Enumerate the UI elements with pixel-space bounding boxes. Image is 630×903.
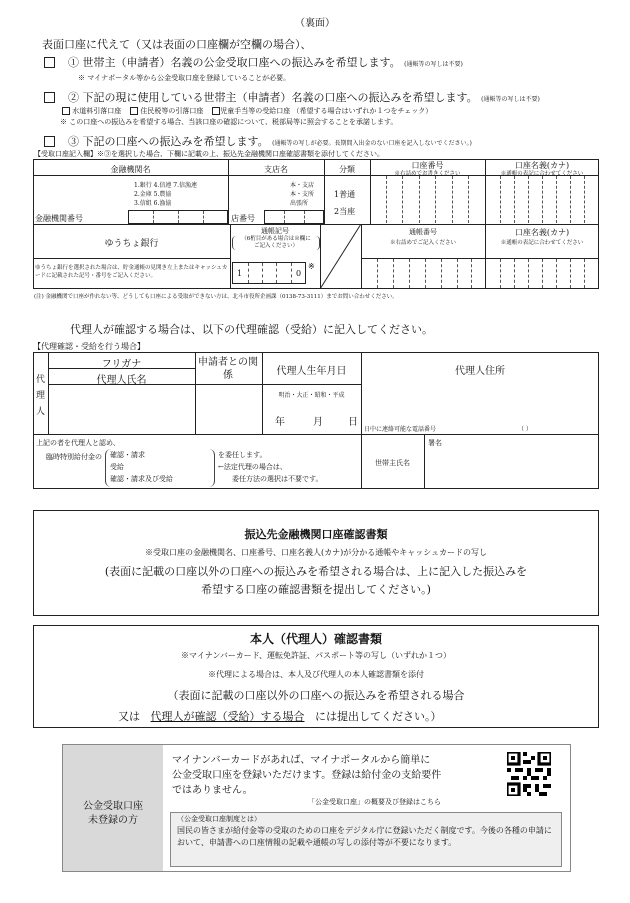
kokin-text-1: マイナンバーカードがあれば、マイナポータルから簡単に: [172, 755, 431, 766]
kokin-side-label-1: 公金受取口座: [83, 801, 143, 812]
kokin-side-label-2: 未登録の方: [88, 815, 138, 826]
col-name: 口座名義(カナ): [514, 161, 570, 170]
proxy-heading: 【代理確認・受給を行う場合】: [33, 342, 145, 351]
fund-label: 臨時特別給付金の: [46, 453, 102, 461]
yucho-note: ゆうちょ銀行を選択された場合は、貯金通帳の見開き左上またはキャッシュカードに記載された記号・番号をご記入ください。: [35, 265, 228, 279]
diagonal-slash: [320, 224, 361, 289]
identity-doc-title: 本人（代理人）確認書類: [249, 632, 382, 646]
confirm-doc-line2: (表面に記載の口座以外の口座への振込みを希望される場合は、上に記入した振込みを: [104, 565, 528, 578]
proxy-name-label: 代理人氏名: [96, 375, 147, 386]
bank-type-1: 1.銀行 4.信連 7.信漁連: [134, 182, 197, 189]
address-label: 代理人住所: [455, 366, 505, 377]
bank-section-heading: 【受取口座記入欄】※③を選択した場合、下欄に記載の上、振込先金融機関口座確認書類を添付してください。: [34, 150, 384, 158]
relation-label: 申請者との関係: [198, 357, 258, 381]
page-label: （裏面）: [295, 18, 335, 29]
digit-1: 1: [237, 269, 243, 278]
year-label: 年: [275, 417, 285, 428]
phone-label: 日中に連絡可能な電話番号: [364, 426, 437, 433]
day-label: 日: [348, 417, 358, 428]
option1-text: ① 世帯主（申請者）名義の公金受取口座への振込みを希望します。 (通帳等の写しは不要): [68, 56, 463, 69]
branch-type-3: 出張所: [290, 200, 309, 207]
yucho-name-label: 口座名義(カナ): [514, 228, 570, 237]
asterisk-mark: ※: [308, 262, 315, 271]
passbook-number-note: ※右詰めでご記入ください: [389, 240, 456, 246]
householder-label: 世帯主氏名: [375, 459, 410, 467]
water-checkbox[interactable]: [62, 107, 70, 115]
col-account: 口座番号: [411, 161, 444, 170]
branch-code-boxes[interactable]: [264, 210, 324, 224]
col-name-note: ※通帳の表記に合わせてください: [500, 171, 584, 177]
option2-checkbox[interactable]: [44, 92, 55, 103]
bank-type-2: 2.金庫 5.農協: [134, 191, 172, 198]
proxy-row-label: 代理人: [36, 375, 46, 417]
col-account-note: ※右詰めでお書きください: [394, 171, 461, 177]
passbook-symbol-boxes[interactable]: [232, 262, 306, 284]
option2-checks: 水道料引落口座 住民税等の引落口座 児童手当等の受給口座 （希望する場合はいずれか１つをチェック）: [62, 106, 432, 116]
confirm-doc-title: 振込先金融機関口座確認書類: [244, 528, 388, 541]
legal-note-2: 委任方法の選択は不要です。: [232, 475, 323, 483]
furigana-label: フリガナ: [101, 359, 142, 370]
tax-checkbox[interactable]: [130, 107, 138, 115]
confirm-doc-line1: ※受取口座の金融機関名、口座番号、口座名義人(カナ)が分かる通帳やキャッシュカードの写し: [144, 548, 488, 557]
passbook-symbol-note: （6桁目がある場合は※欄に ご記入ください）: [232, 236, 320, 250]
option1-sub: ※ マイナポータル等から公金受取口座を登録していることが必要。: [78, 74, 291, 82]
bank-type-3: 3.信組 6.漁協: [134, 200, 172, 207]
signature-label: 署名: [428, 439, 442, 447]
choice-1[interactable]: 確認・請求: [110, 451, 145, 459]
yucho-name-note: ※通帳の表記に合わせてください: [500, 240, 584, 246]
branch-type-2: 本・支所: [290, 191, 315, 198]
branch-type-1: 本・支店: [290, 182, 315, 189]
identity-doc-line1: ※マイナンバーカード、運転免許証、パスポート等の写し（いずれか１つ）: [181, 651, 451, 660]
qr-code-icon[interactable]: [507, 752, 551, 796]
identity-doc-line4: 又は 代理人が確認（受給）する場合 には提出してください。）: [118, 710, 442, 723]
identity-doc-line2: ※代理による場合は、本人及び代理人の本人確認書類を添付: [208, 670, 424, 679]
acct-type-1: 1普通: [334, 190, 356, 199]
passbook-symbol-label: 通帳記号: [261, 227, 289, 235]
kokin-link[interactable]: 「公金受取口座」の概要及び登録はこちら: [308, 798, 441, 806]
birth-label: 代理人生年月日: [276, 366, 347, 377]
choice-3[interactable]: 確認・請求及び受給: [110, 475, 173, 483]
kokin-text-3: ではありません。: [172, 785, 253, 796]
acct-type-2: 2当座: [334, 207, 356, 216]
digit-0: 0: [296, 269, 302, 278]
kokin-box-title: （公金受取口座制度とは）: [177, 815, 261, 823]
col-branch: 支店名: [264, 165, 288, 174]
option1-checkbox[interactable]: [44, 57, 55, 68]
choice-2[interactable]: 受給: [110, 463, 124, 471]
eras-label: 明治・大正・昭和・平成: [278, 392, 345, 399]
bank-code-label: 金融機関番号: [35, 214, 83, 223]
kokin-text-2: 公金受取口座を登録いただけます。登録は給付金の支給要件: [172, 770, 442, 781]
identity-doc-line3: （表面に記載の口座以外の口座への振込みを希望される場合: [167, 689, 465, 702]
branch-code-label: 店番号: [231, 214, 255, 223]
month-label: 月: [313, 417, 323, 428]
option3-text: ③ 下記の口座への振込みを希望します。 (通帳等の写しが必要。長期間入出金のない口座を記入しないでください。): [68, 135, 472, 148]
col-bank: 金融機関名: [110, 165, 151, 174]
passbook-number-label: 通帳番号: [409, 228, 437, 236]
proxy-intro: 代理人が確認する場合は、以下の代理確認（受給）に記入してください。: [70, 323, 433, 336]
delegate-text: を委任します。: [218, 451, 267, 459]
legal-note-1: ←法定代理の場合は、: [218, 463, 287, 471]
confirm-doc-line3: 希望する口座の確認書類を提出してください。): [201, 583, 431, 596]
bank-footnote: (注) 金融機関で口座が作れない等、どうしても口座による受取ができない方は、北斗市役所企画課（0138-73-3111）までお問い合わせください。: [34, 294, 398, 300]
yucho-label: ゆうちょ銀行: [104, 239, 159, 249]
intro-text: 表面口座に代えて（又は表面の口座欄が空欄の場合）、: [42, 38, 312, 51]
option3-checkbox[interactable]: [44, 136, 55, 147]
agree-line: 上記の者を代理人と認め、: [36, 439, 120, 447]
col-type: 分類: [339, 165, 355, 174]
option2-text: ② 下記の現に使用している世帯主（申請者）名義の口座への振込みを希望します。 (通帳等の写しは不要): [68, 91, 540, 104]
kokin-box-text: 国民の皆さまが給付金等の受取のための口座をデジタル庁に登録いただく制度です。今後の各種の申請において、申請書への口座情報の記載や通帳の写しの添付等が不要になります。: [177, 826, 552, 847]
phone-paren: （ ）: [518, 426, 532, 433]
option2-sub: ※ この口座への振込みを希望する場合、当該口座の確認について、税部局等に照会することを承諾します。: [60, 118, 398, 126]
